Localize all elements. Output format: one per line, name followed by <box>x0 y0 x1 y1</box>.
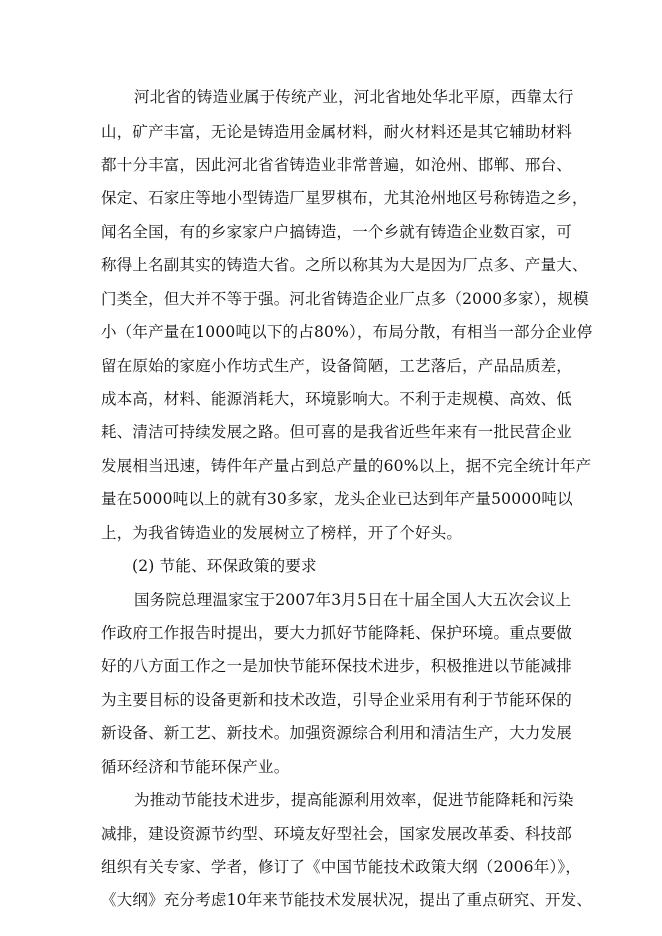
section-heading: (2) 节能、环保政策的要求 <box>132 557 317 575</box>
paragraph-3-line-3: 组织有关专家、学者，修订了《中国节能技术政策大纲（2006年）》， <box>101 858 582 876</box>
paragraph-3-line-1: 为推动节能技术进步，提高能源利用效率，促进节能降耗和污染 <box>134 791 574 809</box>
paragraph-2-line-5: 新设备、新工艺、新技术。加强资源综合利用和清洁生产，大力发展 <box>101 724 573 742</box>
paragraph-3-line-4: 《大纲》充分考虑10年来节能技术发展状况，提出了重点研究、开发、 <box>101 891 593 909</box>
paragraph-1-line-6: 称得上名副其实的铸造大省。之所以称其为大是因为厂点多、产量大、 <box>101 256 588 274</box>
paragraph-1-line-9: 留在原始的家庭小作坊式生产，设备简陋，工艺落后，产品品质差， <box>101 357 573 375</box>
paragraph-1-line-1: 河北省的铸造业属于传统产业，河北省地处华北平原，西靠太行 <box>134 88 574 106</box>
paragraph-1-line-11: 耗、清洁可持续发展之路。但可喜的是我省近些年来有一批民营企业 <box>101 423 573 441</box>
paragraph-1-line-13: 量在5000吨以上的就有30多家，龙头企业已达到年产量50000吨以 <box>101 490 573 508</box>
paragraph-1-line-5: 闻名全国，有的乡家家户户搞铸造，一个乡就有铸造企业数百家，可 <box>101 223 573 241</box>
paragraph-1-line-7: 门类全，但大并不等于强。河北省铸造企业厂点多（2000多家），规模 <box>101 290 589 308</box>
paragraph-1-line-14: 上，为我省铸造业的发展树立了榜样，开了个好头。 <box>101 524 463 542</box>
paragraph-2-line-2: 作政府工作报告时提出，要大力抓好节能降耗、保护环境。重点要做 <box>101 624 573 642</box>
paragraph-2-line-3: 好的八方面工作之一是加快节能环保技术进步，积极推进以节能减排 <box>101 657 573 675</box>
paragraph-1-line-3: 都十分丰富，因此河北省省铸造业非常普遍，如沧州、邯郸、邢台、 <box>101 156 573 174</box>
paragraph-1-line-10: 成本高，材料、能源消耗大，环境影响大。不利于走规模、高效、低 <box>101 390 573 408</box>
paragraph-3-line-2: 减排，建设资源节约型、环境友好型社会，国家发展改革委、科技部 <box>101 825 573 843</box>
paragraph-1-line-2: 山，矿产丰富，无论是铸造用金属材料，耐火材料还是其它辅助材料 <box>101 123 573 141</box>
paragraph-2-line-4: 为主要目标的设备更新和技术改造，引导企业采用有利于节能环保的 <box>101 691 573 709</box>
paragraph-1-line-8: 小（年产量在1000吨以下的占80%），布局分散，有相当一部分企业停 <box>101 323 593 341</box>
paragraph-2-line-1: 国务院总理温家宝于2007年3月5日在十届全国人大五次会议上 <box>134 591 572 609</box>
paragraph-1-line-12: 发展相当迅速，铸件年产量占到总产量的60%以上，据不完全统计年产 <box>101 457 592 475</box>
paragraph-2-line-6: 循环经济和节能环保产业。 <box>101 758 290 776</box>
paragraph-1-line-4: 保定、石家庄等地小型铸造厂星罗棋布，尤其沧州地区号称铸造之乡， <box>101 189 588 207</box>
